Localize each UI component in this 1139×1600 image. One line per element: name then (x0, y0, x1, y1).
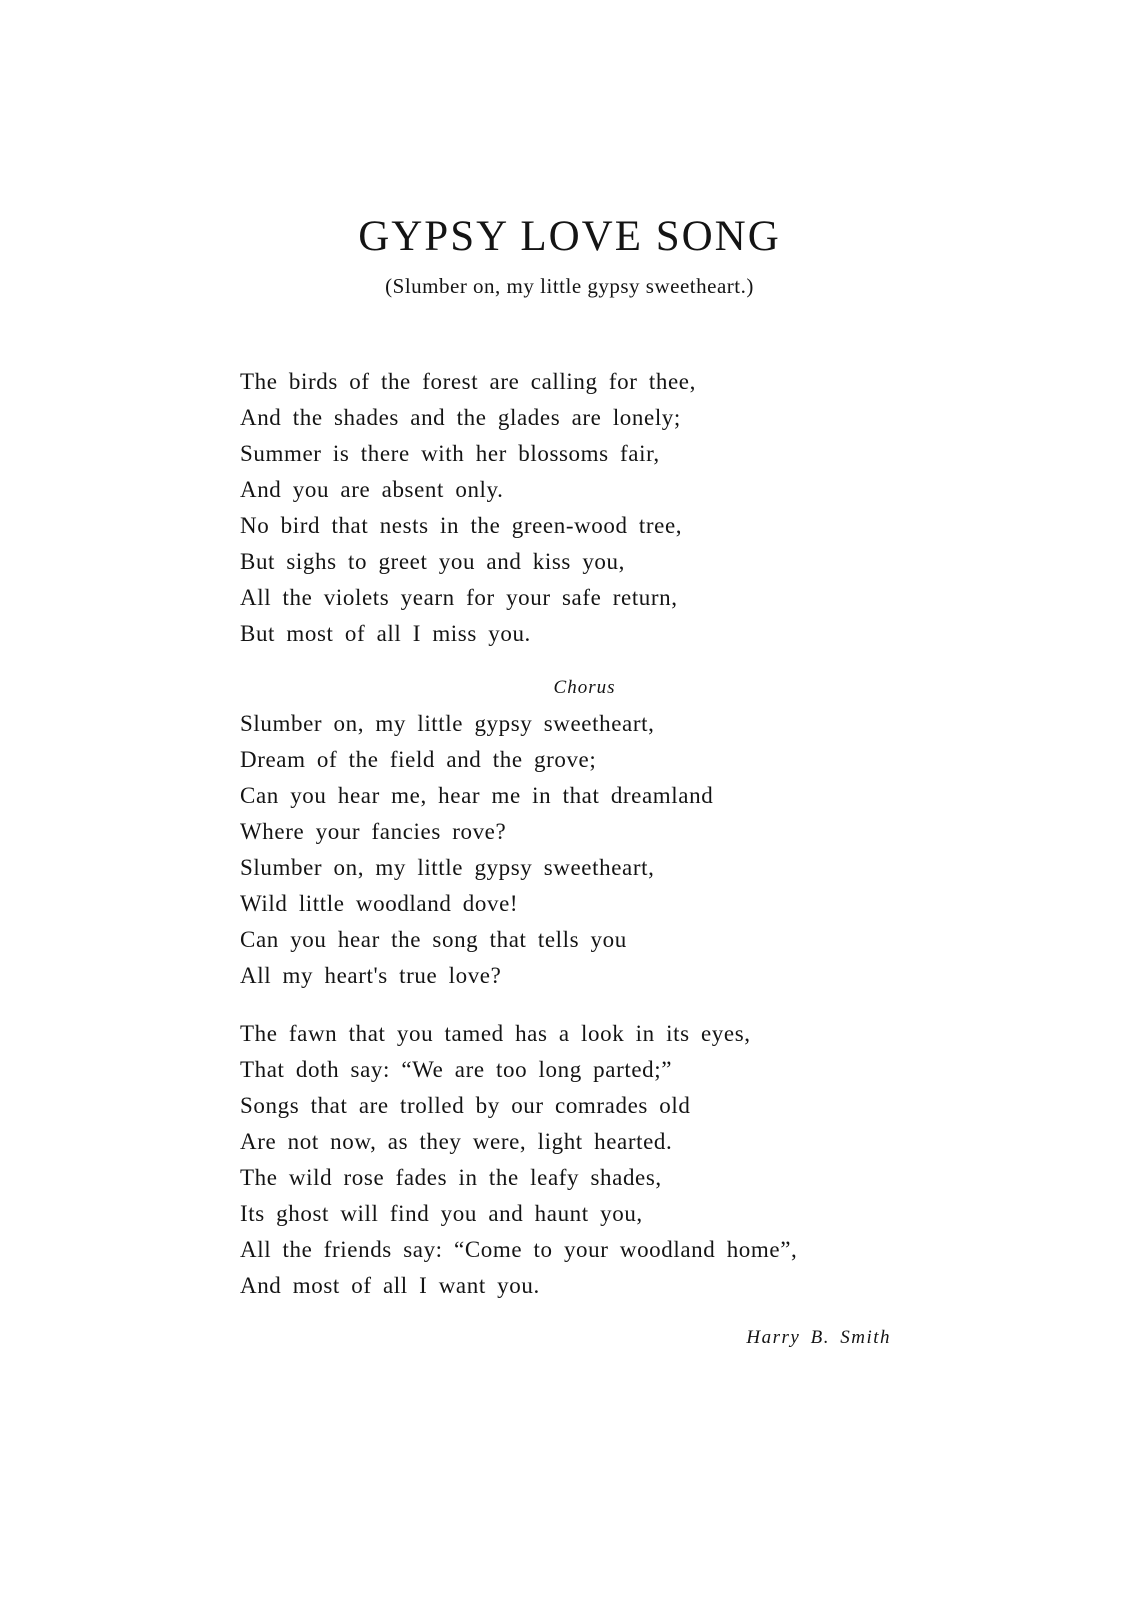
verse-line: And the shades and the glades are lonely; (240, 405, 681, 430)
verse-line: No bird that nests in the green-wood tree, (240, 513, 683, 538)
verse-line: The fawn that you tamed has a look in its eyes, (240, 1021, 751, 1046)
verse-1 (240, 364, 696, 652)
verse-line: The birds of the forest are calling for thee, (240, 369, 696, 394)
chorus-heading: Chorus (553, 677, 616, 698)
chorus-line: All my heart's true love? (240, 963, 502, 988)
verse-line: Are not now, as they were, light hearted. (240, 1129, 673, 1154)
verse-line: Its ghost will find you and haunt you, (240, 1201, 643, 1226)
verse-line: But most of all I miss you. (240, 621, 531, 646)
verse-2 (240, 1016, 797, 1304)
chorus-line: Slumber on, my little gypsy sweetheart, (240, 711, 655, 736)
chorus-line: Where your fancies rove? (240, 819, 507, 844)
verse-line: That doth say: “We are too long parted;” (240, 1057, 673, 1082)
chorus-line: Can you hear the song that tells you (240, 927, 627, 952)
verse-line: But sighs to greet you and kiss you, (240, 549, 625, 574)
author-attribution: Harry B. Smith (746, 1327, 891, 1348)
song-subtitle: (Slumber on, my little gypsy sweetheart.) (385, 274, 754, 298)
chorus-line: Can you hear me, hear me in that dreamland (240, 783, 714, 808)
verse-line: And most of all I want you. (240, 1273, 540, 1298)
verse-line: All the violets yearn for your safe return, (240, 585, 678, 610)
chorus-line: Wild little woodland dove! (240, 891, 519, 916)
chorus (240, 706, 713, 994)
verse-line: The wild rose fades in the leafy shades, (240, 1165, 662, 1190)
chorus-line: Dream of the field and the grove; (240, 747, 597, 772)
verse-line: And you are absent only. (240, 477, 504, 502)
chorus-line: Slumber on, my little gypsy sweetheart, (240, 855, 655, 880)
song-title: GYPSY LOVE SONG (358, 213, 781, 260)
verse-line: All the friends say: “Come to your woodland home”, (240, 1237, 798, 1262)
verse-line: Summer is there with her blossoms fair, (240, 441, 660, 466)
verse-line: Songs that are trolled by our comrades old (240, 1093, 691, 1118)
